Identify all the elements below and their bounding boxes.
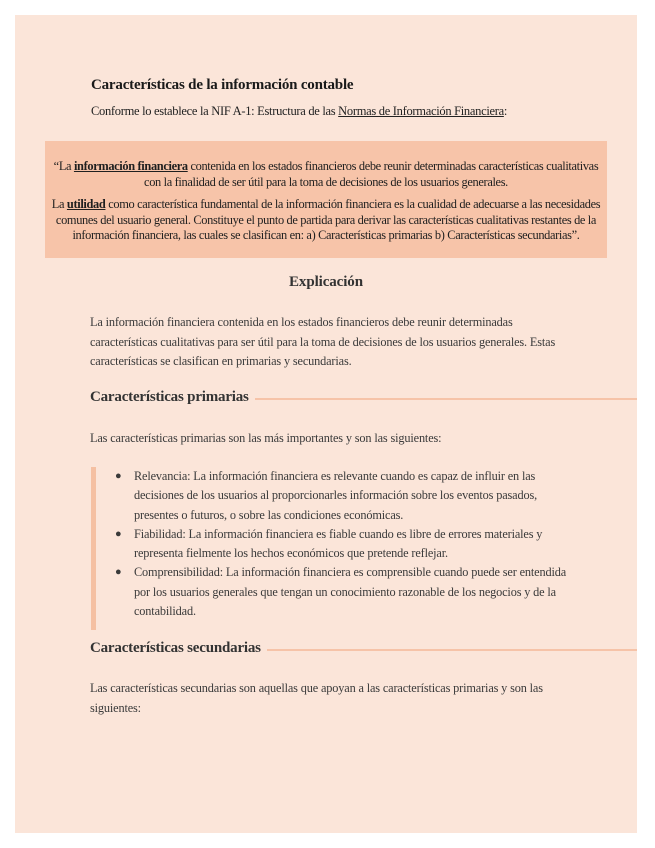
intro-block xyxy=(91,77,591,119)
secundarias-heading: Características secundarias xyxy=(90,640,267,657)
list-item xyxy=(115,467,576,525)
quote-p1-rest: contenida en los estados financieros debe reunir determinadas características cualitativas con la finalidad de ser útil para la toma de decisiones de los usuarios generales. xyxy=(144,159,599,189)
list-item-text: Fiabilidad: La información financiera es fiable cuando es libre de errores materiales y representa fielmente los hechos económicos que pretende reflejar. xyxy=(134,526,543,561)
primarias-intro: Las características primarias son las más importantes y son las siguientes: xyxy=(90,431,442,445)
quote-p1-open: “La xyxy=(53,159,74,173)
bullet-icon: ● xyxy=(115,470,122,482)
list-item-text: Relevancia: La información financiera es relevante cuando es capaz de influir en las decisiones de los usuarios al proporcionarles información sobre los eventos pasados, presentes o futuros, o sobre las condiciones económicas. xyxy=(134,469,538,522)
quote-p2-open: La xyxy=(51,197,67,211)
primarias-section-header xyxy=(90,389,637,411)
secundarias-section-header xyxy=(90,640,637,662)
primarias-heading: Características primarias xyxy=(90,389,255,406)
explicacion-heading: Explicación xyxy=(289,274,363,290)
list-item xyxy=(115,563,576,621)
document-title: Características de la información contable xyxy=(91,77,354,93)
intro-prefix: Conforme lo establece la NIF A-1: Estructura de las xyxy=(91,104,339,118)
keyword-informacion-financiera: información financiera xyxy=(73,159,188,173)
primarias-list-box xyxy=(91,467,576,630)
list-item-text: Comprensibilidad: La información financiera es comprensible cuando puede ser entendida por los usuarios generales que tengan un conocimiento razonable de los negocios y de la contabilidad. xyxy=(134,565,567,619)
quote-paragraph-1 xyxy=(45,141,607,190)
keyword-utilidad: utilidad xyxy=(66,197,106,211)
document-page xyxy=(15,15,637,833)
nif-link-text: Normas de Información Financiera xyxy=(338,104,504,118)
intro-sentence xyxy=(91,104,591,119)
quote-p2-rest: como característica fundamental de la información financiera es la cualidad de adecuarse a las necesidades comunes del usuario general. Constituye el punto de partida para derivar las características cualitativas restantes de la información financiera, las cuales se clasifican en: a) Características primarias b) Características secundarias”. xyxy=(55,197,601,242)
bullet-icon: ● xyxy=(115,527,122,540)
quote-paragraph-2 xyxy=(45,197,607,244)
explicacion-text: La información financiera contenida en los estados financieros debe reunir determinadas características cualitativas para ser útil para la toma de decisiones de los usuarios generales. Estas características se clasifican en primarias y secundarias. xyxy=(90,315,556,368)
secundarias-intro: Las características secundarias son aquellas que apoyan a las características primarias y son las siguientes: xyxy=(90,681,543,715)
quote-box xyxy=(45,141,607,258)
bullet-icon: ● xyxy=(115,566,122,579)
primarias-list xyxy=(96,467,576,621)
list-item xyxy=(115,525,576,564)
intro-suffix: : xyxy=(503,104,508,118)
